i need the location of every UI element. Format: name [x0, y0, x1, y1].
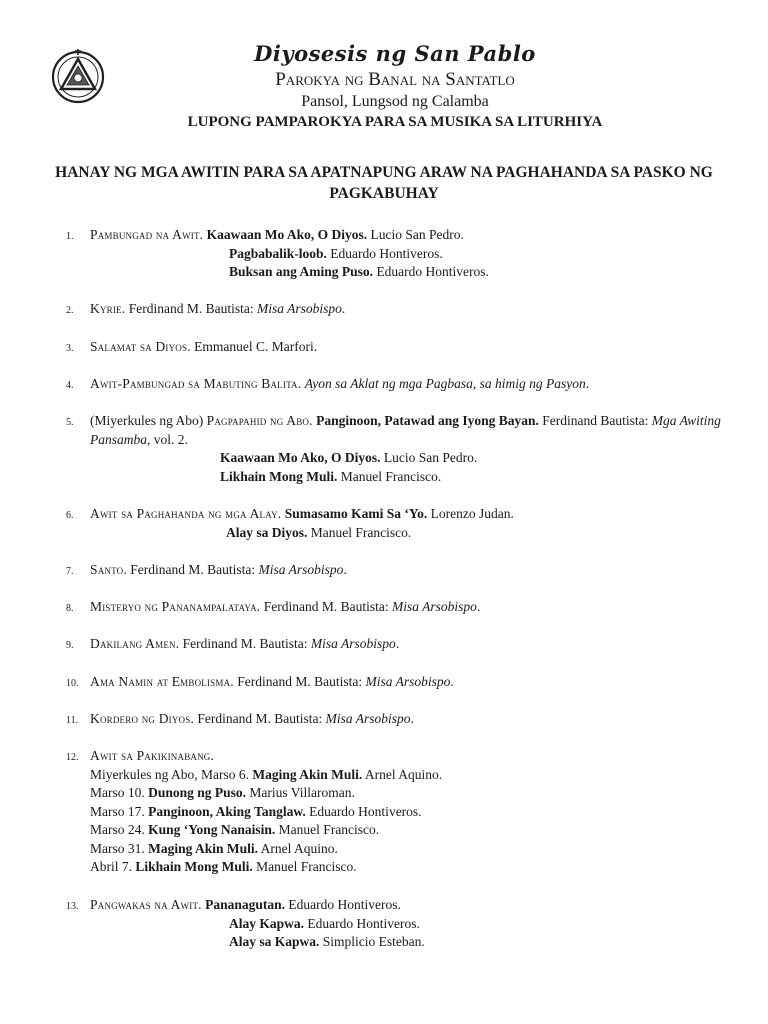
song-composer: Ferdinand M. Bautista:: [179, 636, 311, 651]
item-category: Salamat sa Diyos.: [90, 339, 191, 354]
punctuation: .: [395, 636, 400, 651]
list-item-ama-namin: [66, 673, 730, 692]
punctuation: .: [476, 599, 481, 614]
item-number: 2.: [66, 305, 74, 316]
item-category: Kyrie.: [90, 301, 126, 316]
item-number: 4.: [66, 380, 74, 391]
song-composer: Marius Villaroman.: [246, 785, 355, 800]
punctuation: .: [341, 301, 346, 316]
date-text: Marso 17.: [90, 803, 149, 819]
song-composer: Simplicio Esteban.: [319, 934, 425, 949]
list-item-salamat: [66, 338, 730, 357]
date-text: Miyerkules ng Abo, Marso 6.: [90, 766, 253, 782]
item-number: 13.: [66, 901, 79, 912]
list-item-awit-pambungad: [66, 375, 730, 394]
item-number: 8.: [66, 603, 74, 614]
item-category: Misteryo ng Pananampalataya.: [90, 599, 261, 614]
list-item-pagpapahid: [66, 412, 730, 486]
date-text: Marso 31.: [90, 840, 149, 856]
item-category: Awit-Pambungad sa Mabuting Balita.: [90, 376, 302, 391]
schedule-line: [90, 784, 730, 803]
song-title: Alay sa Kapwa.: [229, 934, 320, 949]
song-title: Kung ‘Yong Nanaisin.: [148, 822, 276, 837]
song-composer: Ferdinand M. Bautista:: [194, 711, 326, 726]
list-item-kyrie: [66, 300, 730, 319]
song-title: Maging Akin Muli.: [148, 840, 259, 856]
schedule-line: [90, 766, 730, 785]
note-text: Ayon sa Aklat ng mga Pagbasa, sa himig ng Pasyon: [304, 376, 586, 391]
song-composer: Emmanuel C. Marfori.: [190, 339, 318, 354]
item-number: 11.: [66, 715, 79, 726]
list-item-pambungad: [66, 226, 730, 282]
song-title: Alay sa Diyos.: [226, 524, 308, 540]
item-number: 1.: [66, 231, 74, 242]
song-composer: Eduardo Hontiveros.: [304, 915, 420, 931]
song-composer: Lucio San Pedro.: [380, 450, 478, 465]
list-item-santo: [66, 561, 730, 580]
alt-song: [220, 449, 730, 468]
item-category: Ama Namin at Embolisma.: [90, 674, 234, 689]
song-title: Pananagutan.: [201, 897, 286, 912]
list-item-pangwakas: [66, 896, 730, 952]
song-title: Pagbabalik-loob.: [229, 245, 327, 261]
song-composer: Manuel Francisco.: [337, 468, 442, 484]
list-item-pakikinabang: [66, 747, 730, 877]
list-item-dakilang-amen: [66, 635, 730, 654]
mass-setting: Misa Arsobispo: [325, 711, 411, 726]
punctuation: .: [410, 711, 414, 726]
item-number: 6.: [66, 510, 74, 521]
collection-title: Mga Awiting Pansamba: [90, 413, 721, 447]
parish-location: Pansol, Lungsod ng Calamba: [301, 93, 489, 110]
song-composer: Ferdinand M. Bautista:: [126, 562, 259, 577]
item-number: 3.: [66, 343, 74, 354]
song-title: Sumasamo Kami Sa ‘Yo.: [281, 506, 428, 521]
song-composer: Eduardo Hontiveros.: [285, 897, 401, 912]
item-number: 9.: [66, 640, 74, 651]
song-title: Likhain Mong Muli.: [135, 859, 253, 874]
song-title: Buksan ang Aming Puso.: [229, 264, 374, 279]
date-text: Marso 10.: [90, 785, 149, 800]
volume-text: , vol. 2.: [147, 431, 188, 447]
song-composer: Arnel Aquino.: [258, 840, 338, 856]
item-number: 10.: [66, 678, 79, 689]
punctuation: .: [343, 562, 347, 577]
song-composer: Lorenzo Judan.: [427, 506, 514, 521]
item-category: Kordero ng Diyos.: [90, 711, 195, 726]
schedule-line: [90, 821, 730, 840]
song-composer: Lucio San Pedro.: [367, 227, 464, 242]
mass-setting: Misa Arsobispo: [365, 674, 451, 689]
list-item-paghahanda: [66, 505, 730, 542]
item-category: Pambungad na Awit.: [90, 227, 204, 242]
item-category: Pagpapahid ng Abo.: [206, 413, 313, 428]
song-composer: Eduardo Hontiveros.: [326, 245, 443, 261]
alt-song: [226, 524, 730, 543]
alt-song: [229, 933, 730, 952]
document-header: [0, 40, 768, 132]
song-title: Alay Kapwa.: [229, 915, 305, 931]
item-category: Pangwakas na Awit.: [90, 897, 202, 912]
song-composer: Manuel Francisco.: [307, 524, 412, 540]
item-category: Awit sa Paghahanda ng mga Alay.: [90, 506, 282, 521]
occasion-text: (Miyerkules ng Abo): [90, 413, 207, 428]
diocese-name: Diyosesis ng San Pablo: [254, 41, 536, 66]
item-category: Awit sa Pakikinabang.: [90, 748, 215, 763]
song-composer: Ferdinand Bautista:: [538, 413, 652, 428]
item-number: 7.: [66, 566, 74, 577]
song-title: Dunong ng Puso.: [148, 785, 247, 800]
alt-song: [229, 915, 730, 934]
date-text: Abril 7.: [90, 859, 136, 874]
song-title: Kaawaan Mo Ako, O Diyos.: [206, 227, 368, 242]
song-title: Panginoon, Aking Tanglaw.: [148, 803, 306, 819]
list-item-misteryo: [66, 598, 730, 617]
item-category: Dakilang Amen.: [90, 636, 180, 651]
list-item-kordero: [66, 710, 730, 729]
alt-song: [229, 263, 730, 282]
song-title: Maging Akin Muli.: [252, 766, 363, 782]
item-category: Santo.: [90, 562, 127, 577]
song-composer: Arnel Aquino.: [362, 766, 443, 782]
item-number: 5.: [66, 417, 74, 428]
song-composer: Ferdinand M. Bautista:: [233, 674, 366, 689]
song-title: Likhain Mong Muli.: [220, 468, 338, 484]
committee-name: LUPONG PAMPAROKYA PARA SA MUSIKA SA LITURHIYA: [187, 114, 603, 130]
alt-song: [229, 245, 730, 264]
alt-song: [220, 468, 730, 487]
mass-setting: Misa Arsobispo: [310, 636, 396, 651]
mass-setting: Misa Arsobispo: [258, 562, 344, 577]
punctuation: .: [585, 376, 590, 391]
song-composer: Eduardo Hontiveros.: [373, 264, 489, 279]
song-title: Panginoon, Patawad ang Iyong Bayan.: [312, 413, 539, 428]
schedule-line: [90, 858, 730, 877]
document-title: HANAY NG MGA AWITIN PARA SA APATNAPUNG ARAW NA PAGHAHANDA SA PASKO NG PAGKABUHAY: [55, 164, 713, 202]
schedule-line: [90, 840, 730, 859]
song-composer: Manuel Francisco.: [252, 859, 357, 874]
song-composer: Eduardo Hontiveros.: [305, 803, 422, 819]
parish-name: Parokya ng Banal na Santatlo: [275, 69, 515, 90]
song-title: Kaawaan Mo Ako, O Diyos.: [220, 450, 381, 465]
punctuation: .: [450, 674, 454, 689]
schedule-line: [90, 803, 730, 822]
song-composer: Ferdinand M. Bautista:: [260, 599, 392, 614]
date-text: Marso 24.: [90, 822, 149, 837]
song-composer: Manuel Francisco.: [275, 822, 380, 837]
song-composer: Ferdinand M. Bautista:: [125, 301, 257, 316]
mass-setting: Misa Arsobispo: [392, 599, 477, 614]
mass-setting: Misa Arsobispo: [256, 301, 342, 316]
item-number: 12.: [66, 752, 79, 763]
